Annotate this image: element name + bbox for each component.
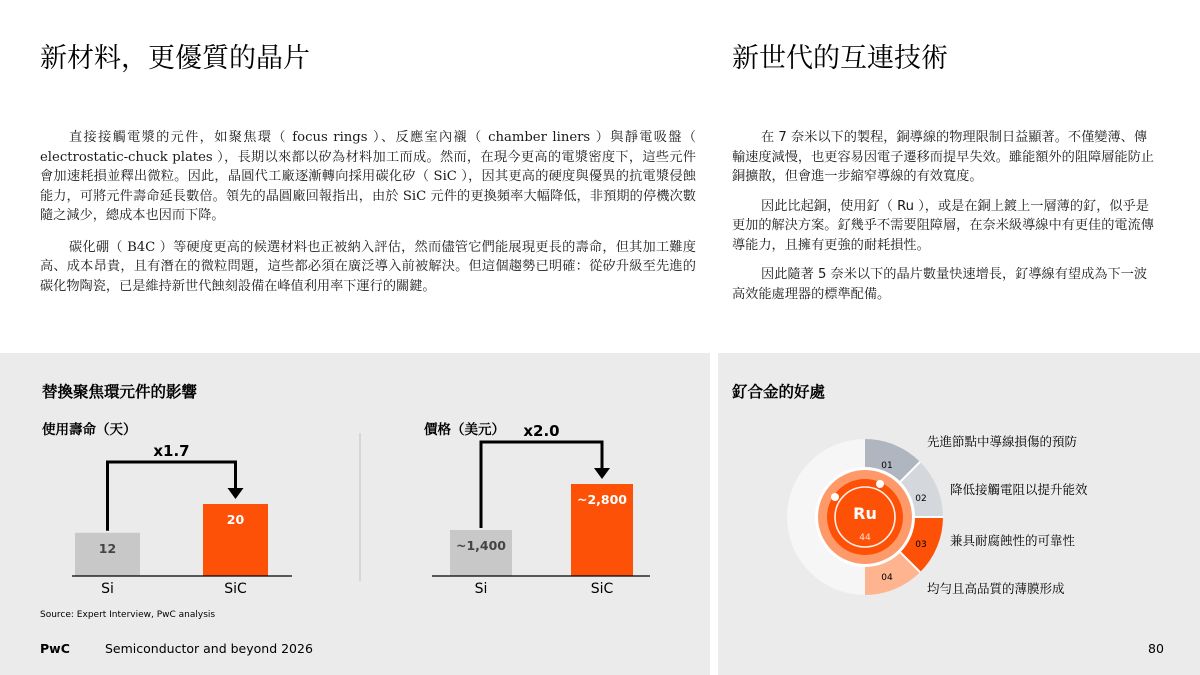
left-paragraph-2: 碳化硼（ B4C ）等硬度更高的候選材料也正被納入評估，然而儘管它們能展現更長的壽命，但其加工難度高、成本昂貴，且有潛在的微粒問題，這些都必須在廣泛導入前被解決。但這個趨勢已明確：從矽升級至先進的碳化物陶瓷，已是維持新世代蝕刻設備在峰值利用率下運行的關鍵。 — [40, 239, 696, 294]
left-section-title: 新材料，更優質的晶片 — [40, 43, 310, 74]
right-paragraph-2: 因此比起銅，使用釕（ Ru ），或是在銅上鍍上一層薄的釕，似乎是更加的解決方案。釕幾乎不需要阻障層，在奈米級導線中有更佳的電流傳導能力，且擁有更強的耐耗損性。 — [732, 198, 1154, 253]
benefit-03: 兼具耐腐蝕性的可靠性 — [950, 533, 1076, 548]
chart-1-value-label-1: 12 — [98, 540, 117, 556]
right-paragraph-3: 因此隨著 5 奈米以下的晶片數量快速增長，釕導線有望成為下一波高效能處理器的標準配備。 — [732, 267, 1148, 302]
pwc-logo: PwC — [40, 641, 70, 656]
chart-2-title: 價格（美元） — [424, 422, 505, 438]
benefit-04: 均勻且高品質的薄膜形成 — [927, 581, 1065, 596]
num-01: 01 — [881, 461, 893, 471]
chart-panel-title: 替換聚焦環元件的影響 — [42, 383, 198, 401]
page-number: 80 — [1148, 641, 1164, 656]
left-body — [40, 128, 696, 308]
document-title: Semiconductor and beyond 2026 — [105, 641, 313, 656]
chart-1-value-label-2: 20 — [226, 512, 245, 527]
chart-1-category-label-1: Si — [101, 581, 114, 597]
ru-atomic-number: 44 — [859, 533, 871, 543]
benefit-02: 降低接觸電阻以提升能效 — [950, 482, 1088, 497]
bar-charts — [0, 353, 710, 623]
left-paragraph-1: 直接接觸電漿的元件，如聚焦環（ focus rings ）、反應室內襯（ chamber liners ）與靜電吸盤（ electrostatic-chuck plates ），長期以來都以矽為材料加工而成。然而，在現今更高的電漿密度下，這些元件會加速耗損並釋出微粒。因此，晶圓代工廠逐漸轉向採用碳化矽（ SiC ），因其更高的硬度與優異的抗電漿侵蝕能力，可將元件壽命延長數倍。領先的晶圓廠回報指出，由於 SiC 元件的更換頻率大幅降低，非預期的停機次數隨之減少，總成本也因而下降。 — [40, 130, 696, 223]
ru-symbol: Ru — [853, 504, 877, 523]
right-body — [732, 128, 1158, 314]
chart-2-bar-si — [450, 530, 512, 576]
chart-1-arrow-head — [228, 488, 244, 499]
chart-2-value-label-2: ~2,800 — [576, 492, 628, 507]
num-03: 03 — [915, 540, 927, 550]
num-04: 04 — [881, 573, 893, 583]
ru-panel-title: 釕合金的好處 — [732, 383, 826, 401]
chart-1-multiplier: x1.7 — [153, 442, 190, 460]
right-paragraph-1: 在 7 奈米以下的製程，銅導線的物理限制日益顯著。不僅變薄、傳輸速度減慢，也更容易因電子遷移而提早失效。雖能額外的阻障層能防止銅擴散，但會進一步縮窄導線的有效寬度。 — [732, 130, 1154, 184]
chart-1-category-label-2: SiC — [224, 581, 247, 597]
chart-2-arrow-head — [594, 468, 610, 479]
chart-1-title: 使用壽命（天） — [42, 422, 137, 438]
chart-2-multiplier: x2.0 — [523, 422, 560, 440]
chart-2-category-label-2: SiC — [590, 581, 614, 597]
chart-2-value-label-1: ~1,400 — [455, 538, 507, 553]
right-section-title: 新世代的互連技術 — [732, 43, 948, 74]
num-02: 02 — [915, 494, 927, 504]
benefit-01: 先進節點中導線損傷的預防 — [927, 434, 1078, 449]
source-note: Source: Expert Interview, PwC analysis — [40, 610, 216, 620]
chart-2-category-label-1: Si — [474, 581, 488, 597]
